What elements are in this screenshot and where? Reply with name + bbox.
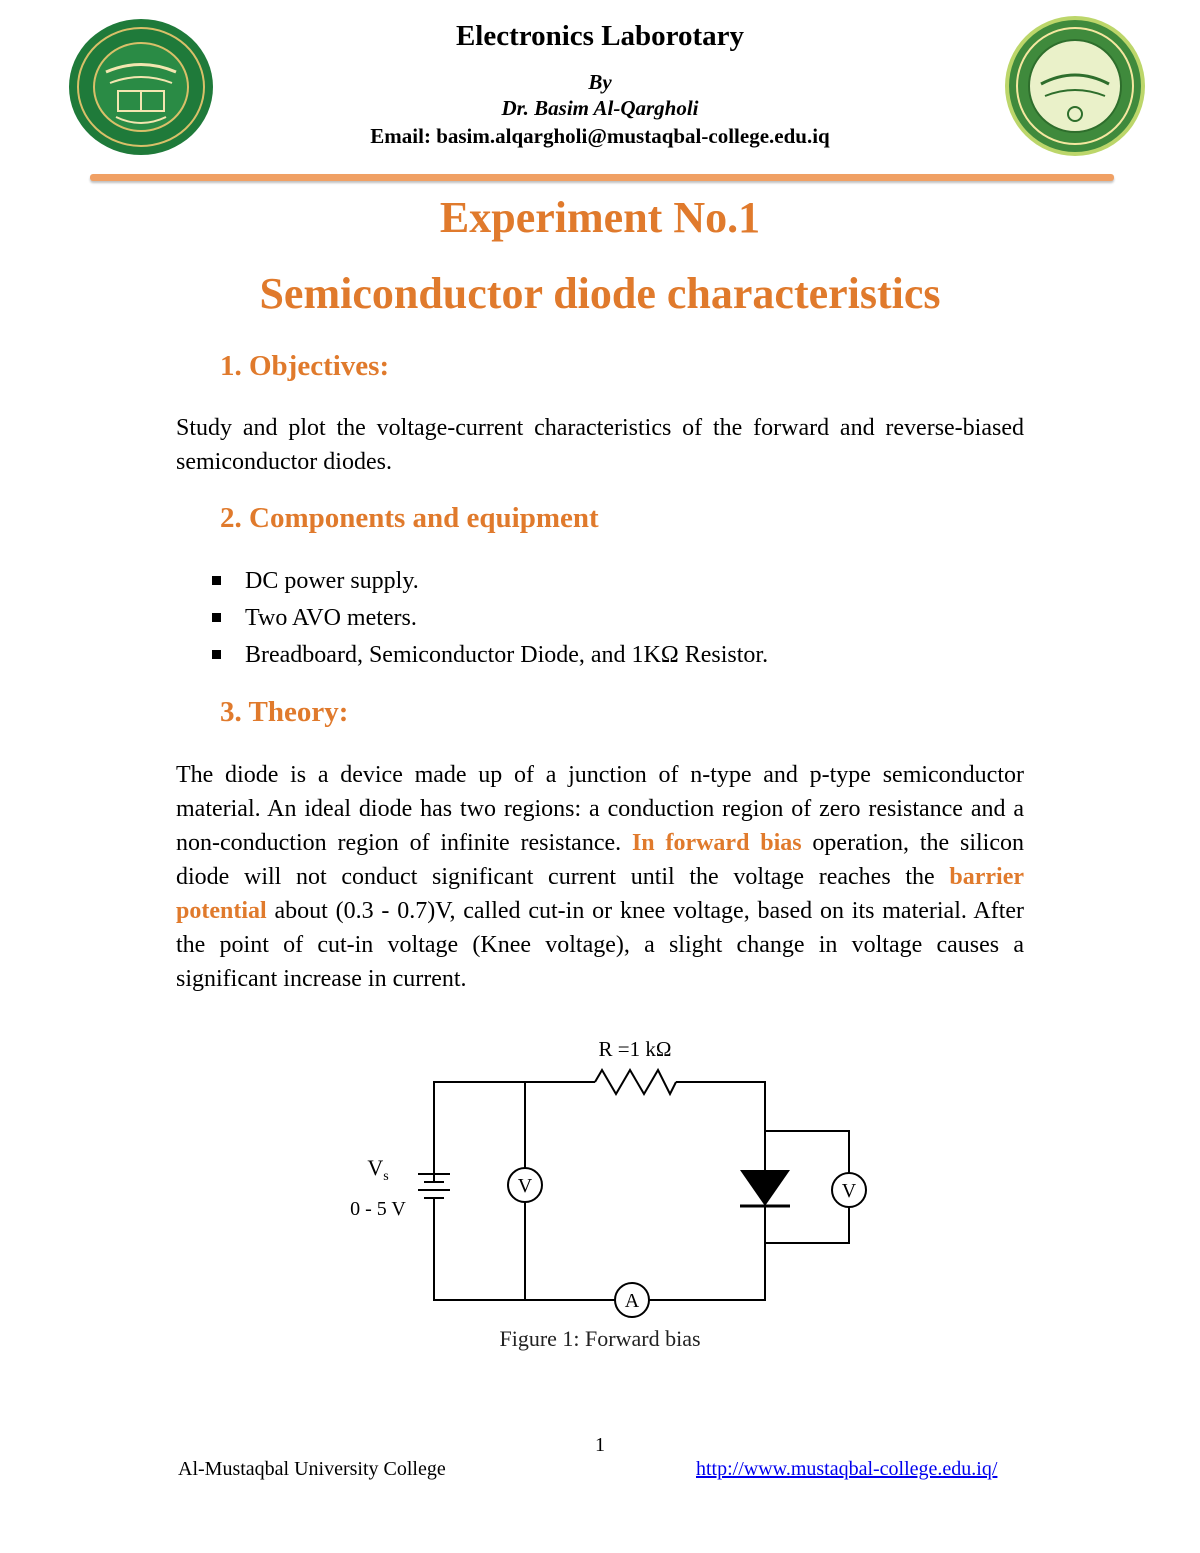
source-label: $V_s$ (367, 1155, 389, 1184)
theory-text-part: about (0.3 - 0.7)V, called cut-in or knee voltage, based on its material. After the point of cut-in voltage (Knee voltage), a slight change in voltage causes a significant increase in current. (176, 898, 1024, 992)
highlight-barrier-potential: barrier potential (176, 864, 1024, 924)
theory-text-part: The diode is a device made up of a junction of n-type and p-type semiconductor material. An ideal diode has two regions: a conduction region of zero resistance and a non-conduction region of infinite resistance. (176, 762, 1024, 856)
list-item-text: Breadboard, Semiconductor Diode, and 1KΩ Resistor. (245, 642, 769, 668)
author-name: Dr. Basim Al-Qargholi (501, 96, 699, 120)
forward-bias-circuit (330, 1030, 890, 1320)
experiment-number: Experiment No.1 (439, 193, 761, 242)
list-item-text: DC power supply. (245, 568, 419, 594)
header-divider (90, 174, 1114, 181)
diode-icon (740, 1170, 790, 1206)
resistor-icon (595, 1070, 676, 1094)
circuit-wires (434, 1082, 849, 1300)
source-range: 0 - 5 V (350, 1198, 406, 1220)
college-logo-right (1003, 14, 1147, 158)
college-logo-left (66, 17, 216, 157)
theory-text-part: operation, the silicon diode will not conduct significant current until the voltage reaches the (176, 830, 1025, 890)
footer-college: Al-Mustaqbal University College (178, 1458, 446, 1480)
author-email: Email: basim.alqargholi@mustaqbal-college.edu.iq (370, 124, 830, 148)
list-item (212, 600, 768, 637)
objectives-heading: 1. Objectives: (220, 350, 390, 382)
experiment-title: Semiconductor diode characteristics (259, 269, 941, 318)
resistor-label: R =1 kΩ (598, 1037, 672, 1061)
figure-caption: Figure 1: Forward bias (499, 1326, 701, 1351)
objectives-text: Study and plot the voltage-current characteristics of the forward and reverse-biased semiconductor diodes. (176, 415, 1024, 475)
lab-title: Electronics Laborotary (455, 20, 745, 52)
voltmeter-diode-label: V (841, 1180, 857, 1202)
voltmeter-source-label: V (517, 1175, 533, 1197)
ammeter-label: A (624, 1290, 640, 1312)
by-label: By (588, 70, 612, 94)
list-item (212, 563, 768, 600)
bullet-icon (212, 613, 221, 622)
page-number: 1 (595, 1434, 605, 1456)
list-item (212, 637, 768, 674)
theory-text (176, 758, 1024, 996)
components-heading: 2. Components and equipment (220, 502, 599, 534)
bullet-icon (212, 650, 221, 659)
footer-website-link[interactable]: http://www.mustaqbal-college.edu.iq/ (696, 1458, 998, 1480)
theory-heading: 3. Theory: (220, 696, 349, 728)
highlight-forward-bias: In forward bias (631, 830, 802, 856)
list-item-text: Two AVO meters. (245, 605, 417, 631)
bullet-icon (212, 576, 221, 585)
components-list (212, 563, 768, 674)
